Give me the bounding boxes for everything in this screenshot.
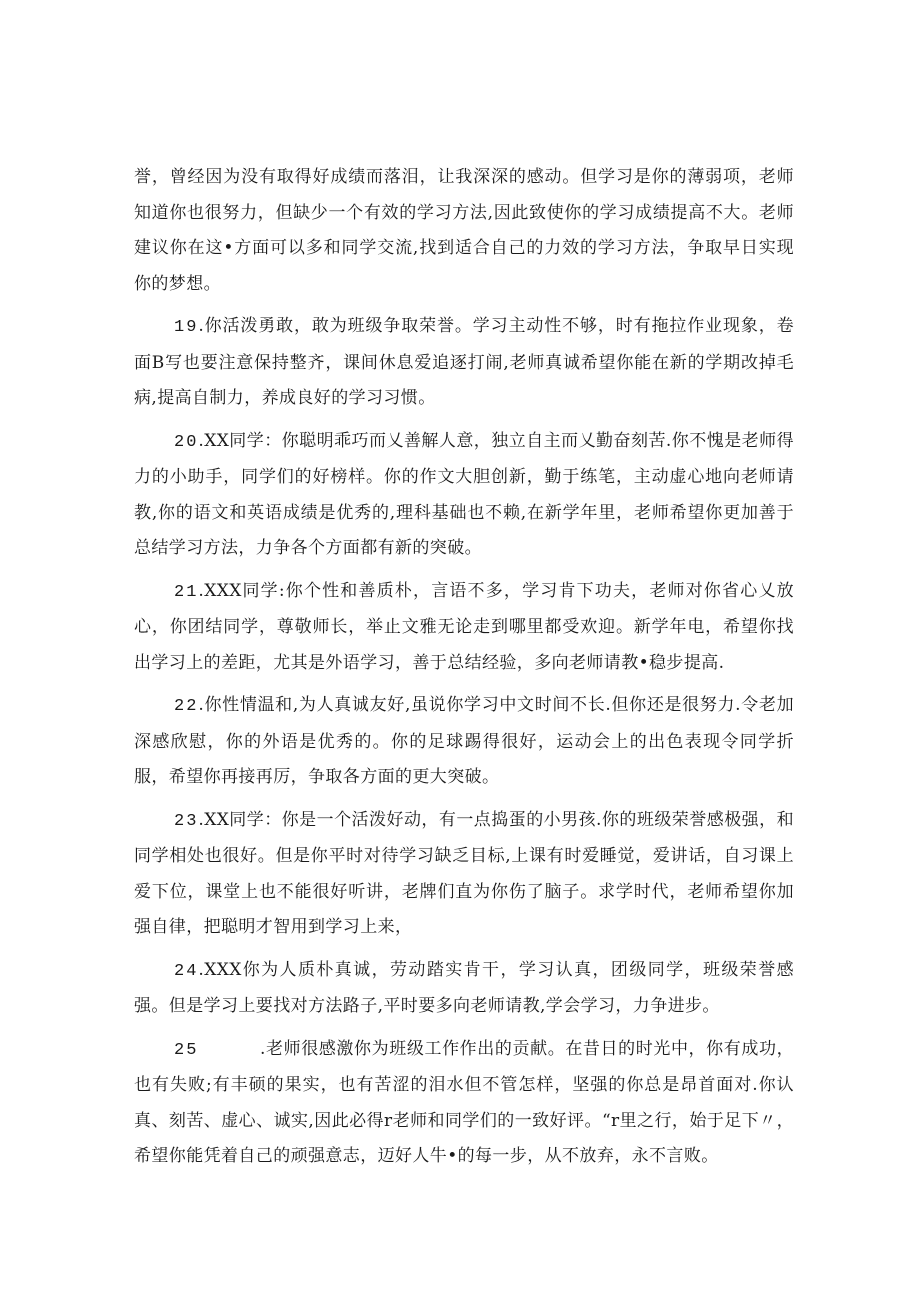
paragraph-23 <box>134 803 794 946</box>
paragraph-20 <box>134 424 794 567</box>
paragraph-text: .XX同学：你是一个活泼好动，有一点捣蛋的小男孩.你的班级荣誉感极强，和同学相处也很好。但是你平时对待学习缺乏目标,上课有时爱睡觉，爱讲话，自习课上爱下位，课堂上也不能很好听讲，老牌们直为你伤了脑子。求学时代，老师希望你加强自律，把聪明才智用到学习上来， <box>134 809 794 937</box>
paragraph-number: 20 <box>174 432 199 452</box>
paragraph-number: 19 <box>174 318 199 337</box>
document-page <box>134 160 794 1182</box>
paragraph-24 <box>134 953 794 1025</box>
paragraph-text: .XX同学：你聪明乖巧而乂善解人意，独立自主而乂勤奋刻苦.你不愧是老师得力的小助手，同学们的好榜样。你的作文大胆创新，勤于练笔，主动虚心地向老师请教,你的语文和英语成绩是优秀的,理科基础也不赖,在新学年里，老师希望你更加善于总结学习方法，力争各个方面都有新的突破。 <box>134 430 794 558</box>
paragraph-number: 24 <box>174 961 199 981</box>
paragraph-text: .你活泼勇敢，敢为班级争取荣誉。学习主动性不够，时有拖拉作业现象，卷面B写也要注意保持整齐，课间休息爱追逐打闹,老师真诚希望你能在新的学期改掉毛病,提高自制力，养成良好的学习习惯。 <box>134 316 794 408</box>
paragraph-number: 21 <box>174 582 199 602</box>
paragraph-21 <box>134 574 794 682</box>
paragraph-continuation <box>134 160 794 302</box>
paragraph-number: 22 <box>174 697 199 716</box>
paragraph-text: .XXX你为人质朴真诚，劳动踏实肯干，学习认真，团级同学，班级荣誉感强。但是学习上要找对方法路子,平时要多向老师请教,学会学习，力争进步。 <box>134 959 794 1016</box>
paragraph-19 <box>134 309 794 417</box>
paragraph-number: 25 <box>174 1040 199 1060</box>
paragraph-text: .XXX同学:你个性和善质朴，言语不多，学习肯下功夫，老师对你省心乂放心，你团结同学，尊敬师长，举止文雅无论走到哪里都受欢迎。新学年电，希望你找出学习上的差距，尤其是外语学习，善于总结经验，多向老师请教•稳步提高. <box>134 580 794 673</box>
paragraph-text: .你性情温和,为人真诚友好,虽说你学习中文时间不长.但你还是很努力.令老加深感欣慰，你的外语是优秀的。你的足球踢得很好，运动会上的出色表现令同学折服，希望你再接再厉，争取各方面的更大突破。 <box>134 695 794 787</box>
paragraph-text: 誉，曾经因为没有取得好成绩而落泪，让我深深的感动。但学习是你的薄弱项，老师知道你也很努力，但缺少一个有效的学习方法,因此致使你的学习成绩提高不大。老师建议你在这•方面可以多和同学交流,找到适合自己的力效的学习方法，争取早日实现你的梦想。 <box>134 167 794 294</box>
paragraph-text: .老师很感激你为班级工作作出的贡献。在昔日的时光中，你有成功，也有失败;有丰硕的果实，也有苦涩的泪水但不管怎样，坚强的你总是昂首面对.你认真、刻苦、虚心、诚实,因此必得r老师和同学们的一致好评。“r里之行，始于足下〃，希望你能凭着自己的顽强意志，迈好人牛•的每一步，从不放弃，永不言败。 <box>134 1038 794 1166</box>
paragraph-25 <box>134 1032 794 1175</box>
paragraph-number: 23 <box>174 811 199 831</box>
paragraph-22 <box>134 688 794 796</box>
